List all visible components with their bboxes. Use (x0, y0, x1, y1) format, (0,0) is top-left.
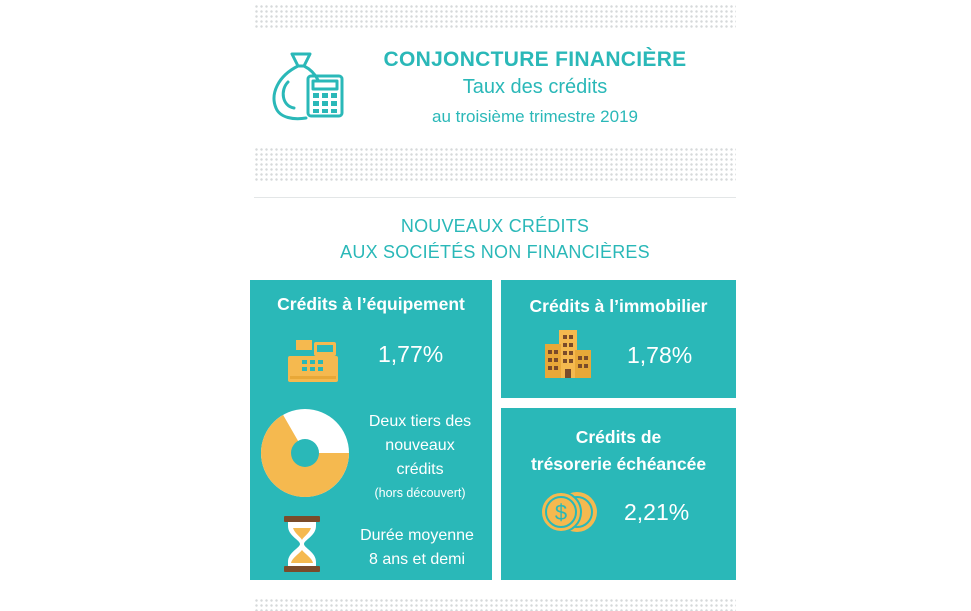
section-title-line1: NOUVEAUX CRÉDITS (400, 216, 590, 236)
treasury-title-line2: trésorerie échéancée (530, 454, 707, 474)
dotted-pattern-bottom (254, 598, 736, 611)
section-divider (254, 197, 736, 198)
coins-icon (539, 490, 599, 534)
money-bag-calculator-icon (270, 48, 346, 122)
duration-line2: 8 ans et demi (368, 551, 466, 568)
dotted-pattern-top (254, 4, 736, 30)
section-title-line2: AUX SOCIÉTÉS NON FINANCIÈRES (340, 242, 650, 262)
page-subtitle: Taux des crédits (462, 76, 608, 98)
share-text (352, 410, 488, 504)
period-label: au troisième trimestre 2019 (432, 107, 638, 126)
share-line2: nouveaux (385, 437, 455, 454)
real-estate-card-title: Crédits à l’immobilier (529, 296, 708, 316)
treasury-card-title (501, 424, 736, 478)
share-line1: Deux tiers des (368, 413, 472, 430)
real-estate-credits-card (501, 280, 736, 398)
equipment-rate: 1,77% (378, 341, 444, 367)
page-title: CONJONCTURE FINANCIÈRE (383, 48, 687, 71)
equipment-credits-card (250, 280, 492, 580)
svg-text:$: $ (554, 500, 568, 525)
share-line3: crédits (396, 461, 444, 478)
dotted-pattern-middle (254, 147, 736, 183)
duration-text (344, 524, 490, 572)
donut-chart-icon (260, 408, 350, 498)
cash-register-icon (286, 338, 340, 384)
real-estate-rate: 1,78% (627, 342, 693, 368)
duration-line1: Durée moyenne (360, 527, 474, 544)
buildings-icon (545, 330, 591, 378)
hourglass-icon (282, 516, 322, 572)
treasury-credits-card (501, 408, 736, 580)
share-note: (hors découvert) (374, 486, 466, 500)
treasury-rate: 2,21% (624, 499, 690, 525)
treasury-title-line1: Crédits de (575, 427, 662, 447)
equipment-card-title: Crédits à l’équipement (277, 294, 465, 314)
section-title (254, 213, 736, 265)
